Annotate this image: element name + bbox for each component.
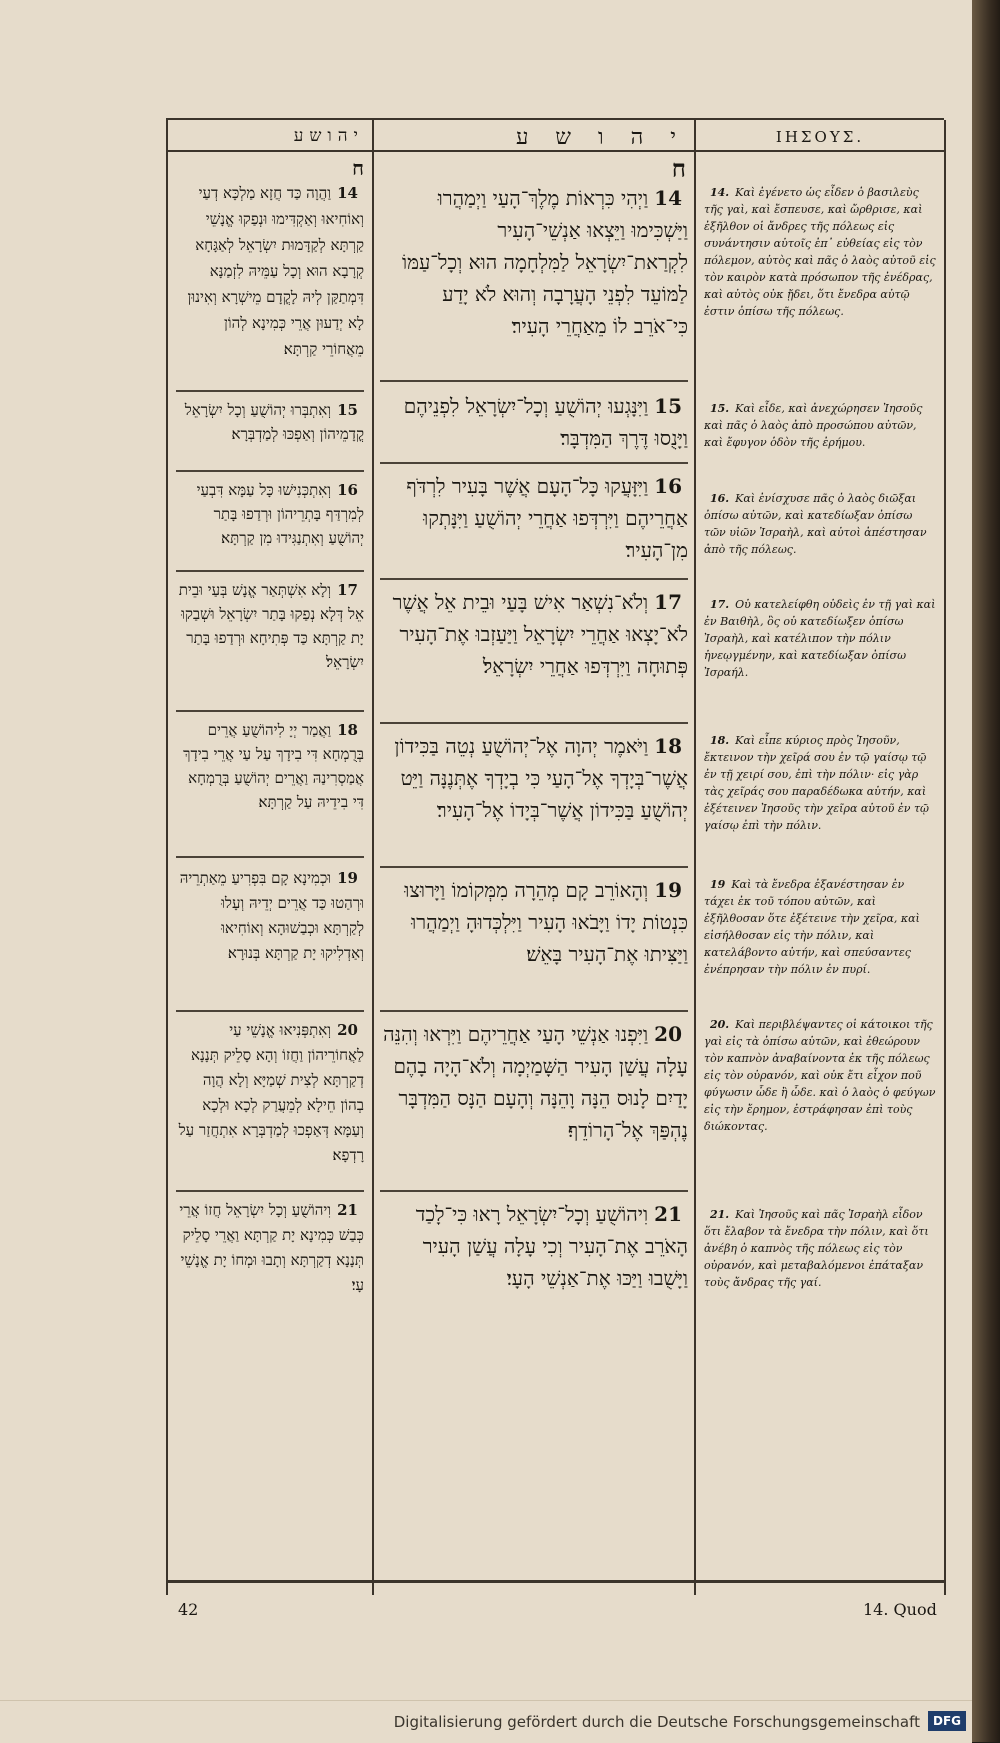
digitization-credit-bar: [0, 1700, 972, 1743]
aramaic-verse: [178, 1018, 364, 1180]
verse-text: וַיֹּאמֶר יְהוָה אֶל־יְהוֹשֻׁעַ נְטֵה בַּכִּידוֹן אֲשֶׁר־בְּיָדְךָ אֶל־הָעַי כִּי בְיָדְךָ אֶתְּנֶנָּה וַיֵּט יְהוֹשֻׁעַ בַּכִּידוֹן אֲשֶׁר־בְּיָדוֹ אֶל־הָעִיר׃: [394, 734, 688, 822]
greek-verse: [704, 876, 936, 996]
verse-number: 19: [337, 869, 358, 887]
verse-number: 14: [337, 184, 358, 202]
verse-number: 16.: [710, 492, 730, 505]
verse-text: וַיִּפְנוּ אַנְשֵׁי הָעַי אַחֲרֵיהֶם וַיִּרְאוּ וְהִנֵּה עָלָה עֲשַׁן הָעִיר הַשָּׁמַיְמָה וְלֹא־הָיָה בָהֶם יָדַיִם לָנוּס הֵנָּה וָהֵנָּה וְהָעָם הַנָּס הַמִּדְבָּר נֶהְפַּךְ אֶל־הָרוֹדֵף׃: [383, 1022, 688, 1142]
verse-separator: [380, 380, 688, 382]
hebrew-verse: [382, 1198, 688, 1330]
hebrew-verse: [382, 874, 688, 1004]
verse-separator: [380, 1190, 688, 1192]
book-edge: [972, 0, 1000, 1742]
aramaic-verse: [178, 180, 364, 388]
greek-verse: [704, 400, 936, 480]
header-rule: [166, 150, 944, 152]
hebrew-verse: [382, 1018, 688, 1182]
verse-number: 17: [337, 581, 358, 599]
verse-number: 18.: [710, 734, 730, 747]
verse-number: 20.: [710, 1018, 730, 1031]
verse-number: 16: [337, 481, 358, 499]
verse-text: וִיהוֹשֻׁעַ וְכָל יִשְׂרָאֵל חֲזוֹ אֲרֵי כְּבַשׁ כְּמִינָא יָת קַרְתָּא וַאֲרֵי סָלֵיק תְּנָנָא דְקַרְתָּא וְתָבוּ וּמְחוֹ יָת אֱנָשֵׁי עָי׃: [179, 1201, 364, 1294]
verse-number: 20: [337, 1021, 358, 1039]
dfg-logo-icon: DFG: [928, 1711, 966, 1731]
verse-separator: [176, 390, 364, 392]
hebrew-verse: [382, 730, 688, 860]
greek-verse: [704, 596, 936, 696]
verse-text: Καὶ ἐνίσχυσε πᾶς ὁ λαὸς διῶξαι ὀπίσω αὐτῶν, καὶ κατεδίωξαν ὀπίσω τῶν υἱῶν Ἰσραὴλ, καὶ αὐτοὶ ἀπέστησαν ἀπὸ τῆς πόλεως.: [704, 492, 927, 556]
verse-number: 15: [337, 401, 358, 419]
verse-number: 17.: [710, 598, 730, 611]
aramaic-verse: [178, 718, 364, 846]
page-number: 42: [178, 1600, 199, 1619]
hebrew-header: י ה ו ש ע: [515, 125, 686, 150]
aramaic-verse: [178, 866, 364, 1002]
verse-text: וּכְמִינָא קָם בִּפְרִיעַ מֵאַתְרֵיהּ וּרְהַטוּ כַּד אֲרֵים יְדֵיהּ וְעָלוּ לְקַרְתָּא וּכְבַשׁוּהָא וְאוֹחִיאוּ וְאַדְלִיקוּ יָת קַרְתָּא בְּנוּרָא׃: [179, 869, 364, 962]
greek-verse: [704, 184, 936, 384]
verse-separator: [176, 1010, 364, 1012]
aramaic-verse: [178, 478, 364, 564]
aramaic-verse: [178, 578, 364, 698]
verse-number: 19: [654, 878, 682, 902]
aramaic-verse: [178, 398, 364, 464]
verse-text: וְלֹא־נִשְׁאַר אִישׁ בָּעַי וּבֵית אֵל אֲשֶׁר לֹא־יָצְאוּ אַחֲרֵי יִשְׂרָאֵל וַיַּעַזְבוּ אֶת־הָעִיר פְּתוּחָה וַיִּרְדְּפוּ אַחֲרֵי יִשְׂרָאֵל׃: [392, 590, 688, 678]
verse-separator: [176, 856, 364, 858]
verse-text: וַיִּזָּעֲקוּ כָּל־הָעָם אֲשֶׁר בָּעִיר לִרְדֹּף אַחֲרֵיהֶם וַיִּרְדְּפוּ אַחֲרֵי יְהוֹשֻׁעַ וַיִּנָּתְקוּ מִן־הָעִיר׃: [406, 474, 688, 562]
verse-text: Καὶ εἶδε, καὶ ἀνεχώρησεν Ἰησοῦς καὶ πᾶς ὁ λαὸς ἀπὸ προσώπου αὐτῶν, καὶ ἔφυγον ὁδὸν τῆς ἐρήμου.: [704, 402, 923, 449]
verse-text: Καὶ εἶπε κύριος πρὸς Ἰησοῦν, ἔκτεινον τὴν χεῖρά σου ἐν τῷ γαίσῳ τῷ ἐν τῇ χειρί σου, ἐπὶ τὴν πόλιν· εἰς γὰρ τὰς χεῖράς σου παραδέδωκα αὐτήν, καὶ ἐξέτεινεν Ἰησοῦς τὴν χεῖρα αὐτοῦ ἐν τῷ γαίσῳ ἐπὶ τὴν πόλιν.: [704, 734, 930, 832]
verse-text: וְאִתְבְּרוּ יְהוֹשֻׁעַ וְכָל יִשְׂרָאֵל קֳדָמֵיהוֹן וְאַפְכּוּ לְמַדְבְּרָא׃: [184, 401, 364, 443]
catchword: 14. Quod: [863, 1600, 937, 1619]
top-rule: [166, 118, 944, 120]
aramaic-chapter: ח: [352, 156, 364, 180]
aramaic-verse: [178, 1198, 364, 1326]
verse-number: 19: [710, 878, 726, 891]
verse-separator: [380, 722, 688, 724]
verse-text: Οὐ κατελείφθη οὐδεὶς ἐν τῇ γαὶ καὶ ἐν Βαιθὴλ, ὃς οὐ κατεδίωξεν ὀπίσω Ἰσραὴλ, καὶ κατέλιπον τὴν πόλιν ἠνεῳγμένην, καὶ κατεδίωξαν ὀπίσω Ἰσραήλ.: [704, 598, 936, 679]
greek-verse: [704, 732, 936, 862]
hebrew-verse: [382, 586, 688, 716]
verse-number: 18: [337, 721, 358, 739]
verse-number: 15: [654, 394, 682, 418]
verse-text: וַיְהִי כִּרְאוֹת מֶלֶךְ־הָעַי וַיְמַהֲרוּ וַיַּשְׁכִּימוּ וַיֵּצְאוּ אַנְשֵׁי־הָעִיר לִקְרַאת־יִשְׂרָאֵל לַמִּלְחָמָה הוּא וְכָל־עַמּוֹ לַמּוֹעֵד לִפְנֵי הָעֲרָבָה וְהוּא לֹא יָדַע כִּי־אֹרֵב לוֹ מֵאַחֲרֵי הָעִיר׃: [402, 186, 688, 338]
verse-number: 21: [654, 1202, 682, 1226]
verse-text: וְלָא אִשְׁתְּאַר אֱנָשׁ בְּעַי וּבֵית אֵל דְּלָא נְפַקוּ בָּתַר יִשְׂרָאֵל וּשְׁבַקוּ יָת קַרְתָּא כַּד פְּתִיחָא וּרְדַפוּ בָּתַר יִשְׂרָאֵל׃: [178, 581, 364, 671]
verse-number: 21: [337, 1201, 358, 1219]
column-rule-right: [694, 120, 696, 1595]
verse-separator: [380, 866, 688, 868]
column-rule-left: [372, 120, 374, 1595]
verse-text: וְאִתְפְּנִיאוּ אֱנָשֵׁי עַי לַאֲחוֹרֵיהוֹן וַחֲזוֹ וְהָא סָלֵיק תְּנָנָא דְקַרְתָּא לְצִית שְׁמַיָּא וְלָא הֲוָה בְהוֹן חֵילָא לְמֵעֲרַק לְכָא וּלְכָא וְעַמָּא דְּאַפְכוּ לְמַדְבְּרָא אִתְחֲזַר עַל רָדְפָא׃: [178, 1021, 364, 1164]
verse-number: 15.: [710, 402, 730, 415]
greek-verse: [704, 490, 936, 570]
hebrew-verse: [382, 390, 688, 456]
verse-number: 21.: [710, 1208, 730, 1221]
verse-text: Καὶ περιβλέψαντες οἱ κάτοικοι τῆς γαὶ εἰς τὰ ὀπίσω αὐτῶν, καὶ ἐθεώρουν τὸν καπνὸν ἀναβαίνοντα ἐκ τῆς πόλεως εἰς τὸν οὐρανόν, καὶ οὐκ ἔτι εἶχον ποῦ φύγωσιν ὧδε ἢ ὧδε. καὶ ὁ λαὸς ὁ φεύγων εἰς τὴν ἔρημον, ἐστράφησαν ἐπὶ τοὺς διώκοντας.: [704, 1018, 936, 1133]
hebrew-verse: [382, 470, 688, 570]
verse-text: וַיִּנָּגְעוּ יְהוֹשֻׁעַ וְכָל־יִשְׂרָאֵל לִפְנֵיהֶם וַיָּנֻסוּ דֶּרֶךְ הַמִּדְבָּר׃: [403, 394, 688, 450]
verse-separator: [176, 570, 364, 572]
verse-number: 14: [654, 186, 682, 210]
verse-separator: [380, 1010, 688, 1012]
verse-text: וִיהוֹשֻׁעַ וְכָל־יִשְׂרָאֵל רָאוּ כִּי־לָכַד הָאֹרֵב אֶת־הָעִיר וְכִי עָלָה עֲשַׁן הָעִיר וַיָּשֻׁבוּ וַיַּכּוּ אֶת־אַנְשֵׁי הָעָי׃: [415, 1202, 688, 1290]
verse-number: 17: [654, 590, 682, 614]
verse-text: Καὶ Ἰησοῦς καὶ πᾶς Ἰσραὴλ εἶδον ὅτι ἔλαβον τὰ ἔνεδρα τὴν πόλιν, καὶ ὅτι ἀνέβη ὁ καπνὸς τῆς πόλεως εἰς τὸν οὐρανόν, καὶ μεταβαλόμενοι ἐπάταξαν τοὺς ἄνδρας τῆς γαί.: [704, 1208, 929, 1289]
verse-separator: [176, 710, 364, 712]
verse-separator: [176, 470, 364, 472]
greek-header: ΙΗΣΟΥΣ.: [775, 128, 865, 146]
verse-separator: [176, 1190, 364, 1192]
verse-text: Καὶ τὰ ἔνεδρα ἐξανέστησαν ἐν τάχει ἐκ τοῦ τόπου αὐτῶν, καὶ ἐξῆλθοσαν ὅτε ἐξέτεινε τὴν χεῖρα, καὶ εἰσήλθοσαν εἰς τὴν πόλιν, καὶ κατελάβοντο αὐτήν, καὶ σπεύσαντες ἐνέπρησαν τὴν πόλιν ἐν πυρί.: [704, 878, 920, 976]
verse-number: 18: [654, 734, 682, 758]
verse-separator: [380, 578, 688, 580]
hebrew-chapter: ח: [671, 154, 686, 183]
greek-verse: [704, 1206, 936, 1316]
verse-text: וַהֲוָה כַּד חֲזָא מַלְכָּא דְעַי וְאוֹחִיאוּ וְאַקְדִּימוּ וּנְפַקוּ אֱנָשֵׁי קַרְתָּא לְקַדָּמוּת יִשְׂרָאֵל לְאַגָּחָא קְרָבָא הוּא וְכָל עַמֵּיהּ לִזְמַנָּא דִּמְתַקַּן לְיהּ לָקֳדָם מֵישְׁרָא וְאִינוּן לָא יְדַעוּן אֲרֵי כְּמִינָא לְהוֹן מֵאֲחוֹרֵי קַרְתָּא׃: [187, 184, 364, 358]
verse-number: 20: [654, 1022, 682, 1046]
verse-number: 14.: [710, 186, 730, 199]
verse-text: וְאִתְכְּנִישׁוּ כָּל עַמָּא דִּבְעַי לְמִרְדַּף בָּתְרֵיהוֹן וּרְדַפוּ בָּתַר יְהוֹשֻׁעַ וְאִתְנַגִּידוּ מִן קַרְתָּא׃: [196, 481, 364, 547]
hebrew-verse: [382, 182, 688, 378]
verse-text: Καὶ ἐγένετο ὡς εἶδεν ὁ βασιλεὺς τῆς γαὶ, καὶ ἔσπευσε, καὶ ὤρθρισε, καὶ ἐξῆλθον οἱ ἄνδρες τῆς πόλεως εἰς συνάντησιν αὐτοῖς ἐπ᾽ εὐθείας εἰς τὸν πόλεμον, αὐτὸς καὶ πᾶς ὁ λαὸς αὐτοῦ εἰς τὸν καιρὸν κατὰ πρόσωπον τῆς ἐνέδρας, καὶ αὐτὸς οὐκ ᾔδει, ὅτι ἔνεδρα αὐτῷ ἐστιν ὀπίσω τῆς πόλεως.: [704, 186, 936, 318]
aramaic-header: יהושע: [293, 126, 364, 146]
verse-text: וַאֲמַר יְיָ לִיהוֹשֻׁעַ אֲרֵים בְּרֻמְחָא דִּי בִידָךְ עַל עַי אֲרֵי בִידָךְ אֲמַסְרִינַהּ וַאֲרֵים יְהוֹשֻׁעַ בְּרֻמְחָא דִּי בִידֵיהּ עַל קַרְתָּא׃: [183, 721, 364, 811]
greek-verse: [704, 1016, 936, 1166]
verse-number: 16: [654, 474, 682, 498]
verse-separator: [380, 462, 688, 464]
bottom-rule: [166, 1580, 944, 1583]
credit-text: Digitalisierung gefördert durch die Deutsche Forschungsgemeinschaft: [393, 1713, 920, 1731]
verse-text: וְהָאוֹרֵב קָם מְהֵרָה מִמְּקוֹמוֹ וַיָּרוּצוּ כִּנְטוֹת יָדוֹ וַיָּבֹאוּ הָעִיר וַיִּלְכְּדוּהָ וַיְמַהֲרוּ וַיַּצִּיתוּ אֶת־הָעִיר בָּאֵשׁ׃: [404, 878, 688, 966]
